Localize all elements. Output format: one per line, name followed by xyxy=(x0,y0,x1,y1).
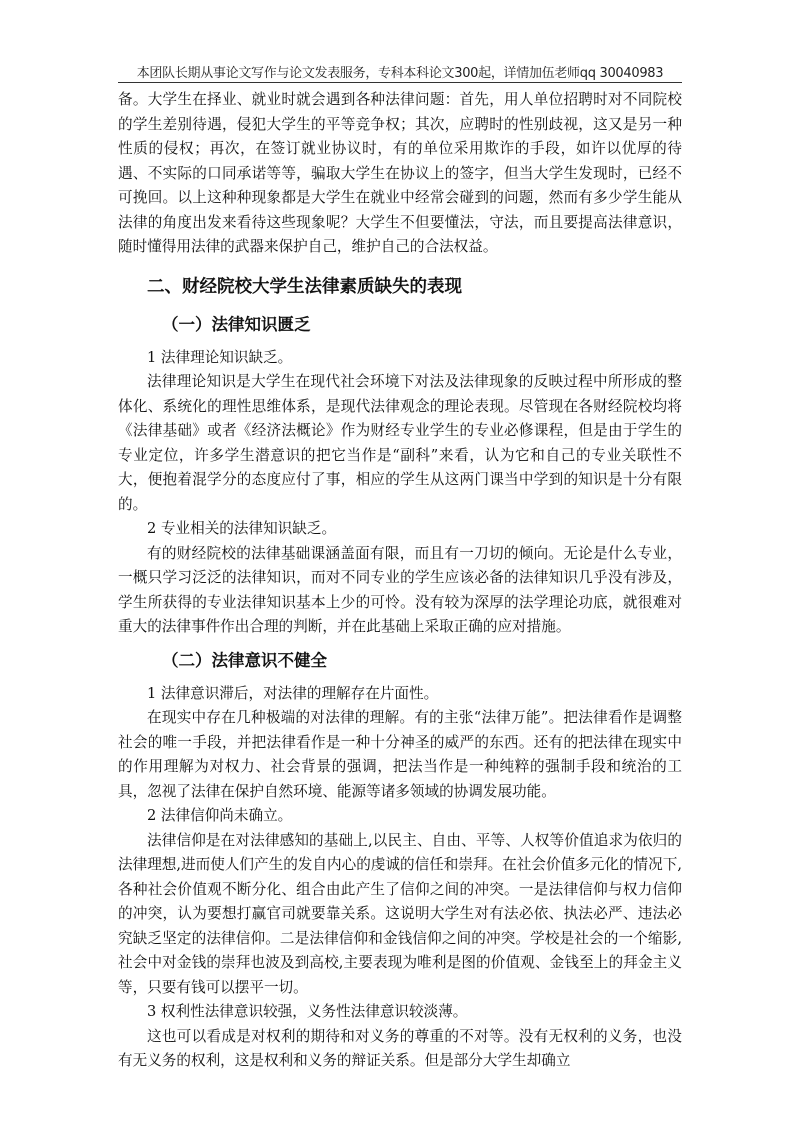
list-item-1-2: 2 专业相关的法律知识缺乏。 xyxy=(147,520,337,537)
list-item-2-1: 1 法律意识滞后，对法律的理解存在片面性。 xyxy=(147,684,439,702)
paragraph-2-3: 这也可以看成是对权利的期待和对义务的尊重的不对等。没有无权利的义务，也没有无义务的权利，这是权利和义务的辩证关系。但是部分大学生却确立 xyxy=(118,1027,682,1069)
subsection-heading-2: （二）法律意识不健全 xyxy=(162,650,327,670)
paragraph-2-2: 法律信仰是在对法律感知的基础上,以民主、自由、平等、人权等价值追求为依归的法律理想,进而使人们产生的发自内心的虔诚的信任和崇拜。在社会价值多元化的情况下,各种社会价值观不断分化、组合由此产生了信仰之间的冲突。一是法律信仰与权力信仰的冲突，认为要想打赢官司就要靠关系。这说明大学生对有法必依、执法必严、违法必究缺乏坚定的法律信仰。二是法律信仰和金钱信仰之间的冲突。学校是社会的一个缩影,社会中对金钱的崇拜也波及到高校,主要表现为唯利是图的价值观、金钱至上的拜金主义等，只要有钱可以摆平一切。 xyxy=(118,831,682,996)
subsection-heading-1: （一）法律知识匮乏 xyxy=(162,314,311,334)
list-item-2-3: 3 权利性法律意识较强，义务性法律意识较淡薄。 xyxy=(147,1003,468,1020)
section-heading: 二、财经院校大学生法律素质缺失的表现 xyxy=(147,276,462,297)
paragraph-1-1: 法律理论知识是大学生在现代社会环境下对法及法律现象的反映过程中所形成的整体化、系统化的理性思维体系，是现代法律观念的理论表现。尽管现在各财经院校均将《法律基础》或者《经济法概论》作为财经专业学生的专业必修课程，但是由于学生的专业定位，许多学生潜意识的把它当作是“副科”来看，认为它和自己的专业关联性不大，便抱着混学分的态度应付了事，相应的学生从这两门课当中学到的知识是十分有限的。 xyxy=(118,373,682,513)
page-header: 本团队长期从事论文写作与论文发表服务，专科本科论文300起，详情加伍老师qq 30040983 xyxy=(136,66,664,81)
header-divider xyxy=(118,82,682,83)
list-item-1-1: 1 法律理论知识缺乏。 xyxy=(147,348,293,366)
list-item-2-2: 2 法律信仰尚未确立。 xyxy=(147,807,293,824)
paragraph-2-1: 在现实中存在几种极端的对法律的理解。有的主张“法律万能”。把法律看作是调整社会的唯一手段，并把法律看作是一种十分神圣的威严的东西。还有的把法律在现实中的作用理解为对权力、社会背景的强调，把法当作是一种纯粹的强制手段和统治的工具，忽视了法律在保护自然环境、能源等诸多领域的协调发展功能。 xyxy=(118,709,682,800)
paragraph-intro: 备。大学生在择业、就业时就会遇到各种法律问题：首先，用人单位招聘时对不同院校的学生差别待遇，侵犯大学生的平等竞争权；其次，应聘时的性别歧视，这又是另一种性质的侵权；再次，在签订就业协议时，有的单位采用欺诈的手段，如许以优厚的待遇、不实际的口同承诺等等，骗取大学生在协议上的签字，但当大学生发现时，已经不可挽回。以上这种种现象都是大学生在就业中经常会碰到的问题，然而有多少学生能从法律的角度出发来看待这些现象呢？大学生不但要懂法，守法，而且要提高法律意识，随时懂得用法律的武器来保护自己，维护自己的合法权益。 xyxy=(118,91,682,255)
document-body xyxy=(118,88,682,1074)
paragraph-1-2: 有的财经院校的法律基础课涵盖面有限，而且有一刀切的倾向。无论是什么专业，一概只学习泛泛的法律知识，而对不同专业的学生应该必备的法律知识几乎没有涉及，学生所获得的专业法律知识基本上少的可怜。没有较为深厚的法学理论功底，就很难对重大的法律事件作出合理的判断，并在此基础上采取正确的应对措施。 xyxy=(118,544,682,635)
